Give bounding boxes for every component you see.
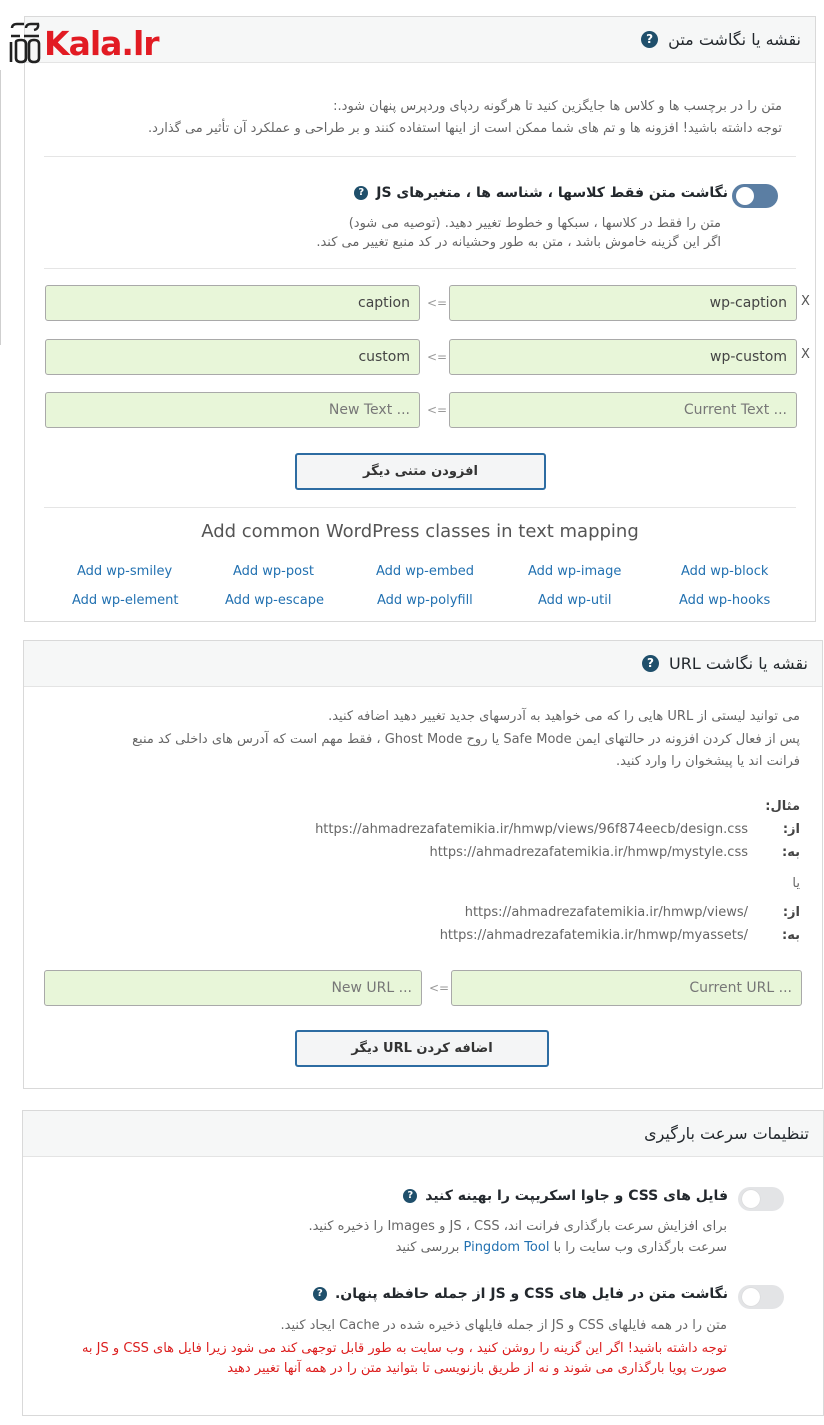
- mapping-arrow: <=: [429, 981, 450, 995]
- option-desc-1: متن را فقط در کلاسها ، سبکها و خطوط تغییر دهید. (توصیه می شود): [348, 216, 721, 231]
- current-text-input-empty[interactable]: Current Text ...: [449, 392, 797, 428]
- new-url-input[interactable]: New URL ...: [44, 970, 422, 1006]
- left-divider: [0, 70, 1, 345]
- option-title: نگاشت متن در فایل های CSS و JS از جمله حافظه پنهان.: [334, 1286, 728, 1302]
- example-2-from: https://ahmadrezafatemikia.ir/hmwp/views/: [464, 905, 748, 920]
- intro-line-1: متن را در برچسب ها و کلاس ها جایگزین کنید تا هرگونه ردپای وردپرس پنهان شود.:: [333, 99, 782, 114]
- url-desc-2: پس از فعال کردن افزونه در حالتهای ایمن Safe Mode یا روح Ghost Mode ، فقط مهم است که آدرس های داخلی کد منبع: [132, 732, 800, 747]
- current-url-input[interactable]: Current URL ...: [451, 970, 802, 1006]
- help-icon[interactable]: ?: [354, 186, 368, 200]
- to-label: به:: [782, 928, 800, 943]
- warning-line-2: صورت پویا بارگذاری می شوند و نه از طریق بازنویسی تا بتوانید متن را در همه آنها تغییر دهید: [227, 1361, 727, 1376]
- url-desc-1: می توانید لیستی از URL هایی را که می خواهید به آدرسهای جدید تغییر دهید اضافه کنید.: [328, 709, 800, 724]
- logo-text: Kala.lr: [44, 24, 159, 63]
- example-1-to: https://ahmadrezafatemikia.ir/hmwp/mystyle.css: [429, 845, 748, 860]
- divider: [44, 507, 796, 508]
- help-icon[interactable]: ?: [313, 1287, 327, 1301]
- common-classes-heading: Add common WordPress classes in text mapping: [201, 521, 639, 542]
- panel-title: نقشه یا نگاشت URL: [668, 654, 808, 673]
- add-text-button[interactable]: افزودن متنی دیگر: [295, 453, 546, 490]
- or-label: یا: [792, 876, 800, 891]
- help-icon[interactable]: ?: [642, 655, 659, 672]
- url-desc-3: فرانت اند یا پیشخوان را وارد کنید.: [615, 754, 800, 769]
- example-2-to: https://ahmadrezafatemikia.ir/hmwp/myassets/: [439, 928, 748, 943]
- example-1-from: https://ahmadrezafatemikia.ir/hmwp/views/96f874eecb/design.css: [315, 822, 748, 837]
- divider: [44, 156, 796, 157]
- from-label: از:: [782, 905, 800, 920]
- help-icon[interactable]: ?: [403, 1189, 417, 1203]
- desc-prefix: سرعت بارگذاری وب سایت را با: [553, 1240, 727, 1255]
- to-label: به:: [782, 845, 800, 860]
- mapping-arrow: <=: [427, 350, 448, 364]
- add-wp-image-link[interactable]: Add wp-image: [528, 564, 622, 579]
- site-logo: [8, 20, 159, 64]
- add-wp-embed-link[interactable]: Add wp-embed: [376, 564, 475, 579]
- option-title-row: [354, 185, 728, 201]
- new-text-input[interactable]: caption: [45, 285, 420, 321]
- option-title: فایل های CSS و جاوا اسکریپت را بهینه کنید: [425, 1188, 728, 1204]
- mapping-arrow: <=: [427, 296, 448, 310]
- from-label: از:: [782, 822, 800, 837]
- option-desc-1: برای افزایش سرعت بارگذاری فرانت اند، JS ، CSS و Images را ذخیره کنید.: [308, 1219, 727, 1234]
- option-title-row: [313, 1286, 728, 1302]
- delete-row-button[interactable]: X: [801, 294, 810, 309]
- panel-title: نقشه یا نگاشت متن: [668, 30, 801, 49]
- current-text-input[interactable]: wp-custom: [449, 339, 797, 375]
- add-wp-block-link[interactable]: Add wp-block: [681, 564, 769, 579]
- new-text-input-empty[interactable]: New Text ...: [45, 392, 420, 428]
- help-icon[interactable]: ?: [641, 31, 658, 48]
- text-mapping-classes-toggle[interactable]: [732, 184, 778, 208]
- option-title-row: [403, 1188, 728, 1204]
- add-wp-hooks-link[interactable]: Add wp-hooks: [679, 593, 771, 608]
- text-mapping-cache-toggle[interactable]: [738, 1285, 784, 1309]
- mapping-arrow: <=: [427, 403, 448, 417]
- new-text-input[interactable]: custom: [45, 339, 420, 375]
- delete-row-button[interactable]: X: [801, 347, 810, 362]
- panel-header: [23, 1111, 823, 1157]
- example-label: مثال:: [765, 799, 800, 814]
- divider: [44, 268, 796, 269]
- option-desc-2: [396, 1237, 727, 1259]
- add-wp-polyfill-link[interactable]: Add wp-polyfill: [377, 593, 473, 608]
- add-wp-smiley-link[interactable]: Add wp-smiley: [77, 564, 173, 579]
- add-wp-element-link[interactable]: Add wp-element: [72, 593, 179, 608]
- pingdom-tool-link[interactable]: Pingdom Tool: [463, 1240, 550, 1255]
- optimize-css-js-toggle[interactable]: [738, 1187, 784, 1211]
- desc-suffix: بررسی کنید: [395, 1240, 460, 1255]
- current-text-input[interactable]: wp-caption: [449, 285, 797, 321]
- add-wp-post-link[interactable]: Add wp-post: [233, 564, 314, 579]
- intro-line-2: توجه داشته باشید! افزونه ها و تم های شما ممکن است از اینها استفاده کنند و بر طراحی و عملکرد آن تأثیر می گذارد.: [148, 121, 782, 136]
- add-wp-util-link[interactable]: Add wp-util: [538, 593, 612, 608]
- warning-line-1: توجه داشته باشید! اگر این گزینه را روشن کنید ، وب سایت به طور قابل توجهی کند می شود زیرا فایل های CSS و JS به: [81, 1341, 727, 1356]
- logo-mark-icon: [8, 22, 42, 64]
- add-url-button[interactable]: اضافه کردن URL دیگر: [295, 1030, 549, 1067]
- panel-header: [24, 641, 822, 687]
- option-desc-2: اگر این گزینه خاموش باشد ، متن به طور وحشیانه در کد منبع تغییر می کند.: [316, 235, 721, 250]
- add-wp-escape-link[interactable]: Add wp-escape: [225, 593, 325, 608]
- option-title: نگاشت متن فقط کلاسها ، شناسه ها ، متغیرهای JS: [376, 185, 728, 201]
- panel-title: تنظیمات سرعت بارگیری: [644, 1124, 809, 1143]
- option-desc-1: متن را در همه فایلهای CSS و JS از جمله فایلهای ذخیره شده در Cache ایجاد کنید.: [280, 1318, 727, 1333]
